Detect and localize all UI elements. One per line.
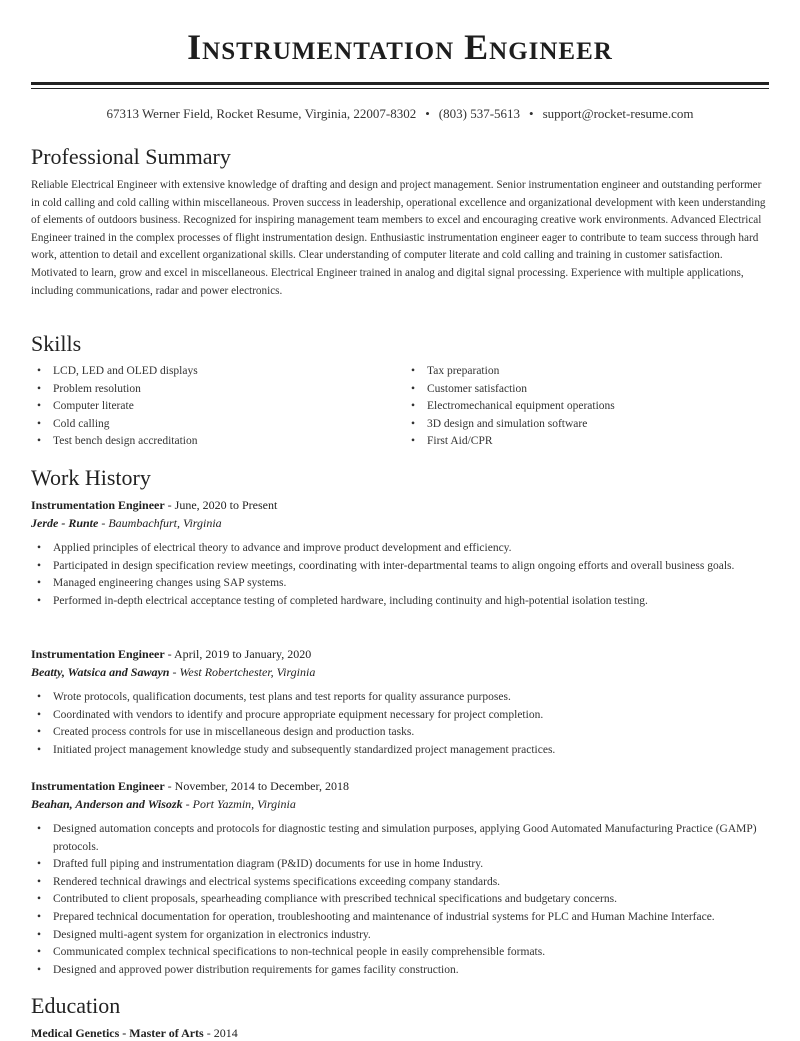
job-title: Instrumentation Engineer xyxy=(31,498,165,512)
skills-list-left xyxy=(31,363,391,451)
job-bullet: • Applied principles of electrical theory to advance and improve product development and efficiency. xyxy=(31,540,776,558)
job-bullet: • Managed engineering changes using SAP systems. xyxy=(31,575,776,593)
job-bullet: • Performed in-depth electrical acceptance testing of completed hardware, including continuity and high-potential isolation testing. xyxy=(31,593,776,611)
contact-separator: • xyxy=(529,106,534,121)
job-bullet: • Designed automation concepts and protocols for diagnostic testing and simulation purposes, applying Good Automated Manufacturing Practice (GAMP) protocols. xyxy=(31,821,776,856)
contact-email: support@rocket-resume.com xyxy=(542,106,694,121)
job-bullet: • Coordinated with vendors to identify and procure appropriate equipment necessary for project completion. xyxy=(31,707,776,725)
job-entry xyxy=(31,496,776,610)
skill-item: • Electromechanical equipment operations xyxy=(405,398,765,416)
job-company: Beatty, Watsica and Sawayn xyxy=(31,665,170,679)
summary-text: Reliable Electrical Engineer with extensive knowledge of drafting and design and project management. Senior instrumentation engineer and outstanding performer in cold calling and cold calling within miscellaneous. Proven success in leadership, operational excellence and organizational development with keen understanding of elements of outdoors business. Recognized for inspiring management team members to excel and encouraging creative work environments. Advanced Electrical Engineer trained in the complex processes of flight instrumentation design. Enthusiastic instrumentation engineer eager to contribute to team success through hard work, attention to detail and excellent organizational skills. Clear understanding of computer literate and cold calling and training in customer satisfaction. Motivated to learn, grow and excel in miscellaneous. Electrical Engineer trained in analog and digital signal processing. Experience with multiple applications, including communications, radar and power electronics. xyxy=(31,179,766,297)
job-company: Jerde - Runte xyxy=(31,516,99,530)
job-bullet: • Wrote protocols, qualification documents, test plans and test reports for quality assurance purposes. xyxy=(31,689,776,707)
job-company-line: Beahan, Anderson and Wisozk - Port Yazmin, Virginia xyxy=(31,797,296,811)
skill-item: • Computer literate xyxy=(31,398,391,416)
work-history-heading: Work History xyxy=(31,465,151,490)
skills-heading: Skills xyxy=(31,331,82,356)
contact-line xyxy=(0,106,800,122)
skill-item: • Test bench design accreditation xyxy=(31,433,391,451)
contact-phone: (803) 537-5613 xyxy=(438,106,521,121)
skill-item: • LCD, LED and OLED displays xyxy=(31,363,391,381)
resume-name: Instrumentation Engineer xyxy=(187,27,613,67)
job-bullets xyxy=(31,540,776,610)
job-bullet: • Drafted full piping and instrumentation diagram (P&ID) documents for use in home Industry. xyxy=(31,856,776,874)
contact-address: 67313 Werner Field, Rocket Resume, Virginia, 22007-8302 xyxy=(106,106,417,121)
job-title: Instrumentation Engineer xyxy=(31,647,165,661)
job-bullets xyxy=(31,689,776,759)
skill-item: • Tax preparation xyxy=(405,363,765,381)
education-entry: Medical Genetics - Master of Arts - 2014 xyxy=(31,1026,238,1040)
summary-heading: Professional Summary xyxy=(31,144,231,169)
skills-list-right xyxy=(405,363,765,451)
education-year: 2014 xyxy=(213,1026,238,1040)
job-dates: April, 2019 to January, 2020 xyxy=(174,647,312,661)
job-bullet: • Prepared technical documentation for operation, troubleshooting and maintenance of industrial systems for PLC and Human Machine Interface. xyxy=(31,909,776,927)
job-bullet: • Created process controls for use in miscellaneous design and production tasks. xyxy=(31,724,776,742)
skill-item: • 3D design and simulation software xyxy=(405,416,765,434)
job-dates: June, 2020 to Present xyxy=(174,498,278,512)
job-bullet: • Contributed to client proposals, spearheading compliance with prescribed technical specifications and budgetary concerns. xyxy=(31,891,776,909)
job-bullet: • Initiated project management knowledge study and subsequently standardized project management practices. xyxy=(31,742,776,760)
job-bullet: • Rendered technical drawings and electrical systems specifications exceeding company standards. xyxy=(31,874,776,892)
job-bullet: • Designed and approved power distribution requirements for games facility construction. xyxy=(31,962,776,980)
job-title-line: Instrumentation Engineer - April, 2019 to January, 2020 xyxy=(31,647,312,661)
skill-item: • Customer satisfaction xyxy=(405,381,765,399)
skill-item: • Problem resolution xyxy=(31,381,391,399)
education-heading: Education xyxy=(31,993,121,1018)
job-bullet: • Designed multi-agent system for organization in electronics industry. xyxy=(31,927,776,945)
education-degree: Medical Genetics - Master of Arts xyxy=(31,1026,204,1040)
job-company-line: Jerde - Runte - Baumbachfurt, Virginia xyxy=(31,516,222,530)
job-location: West Robertchester, Virginia xyxy=(179,665,316,679)
job-entry xyxy=(31,645,776,759)
job-bullet: • Participated in design specification review meetings, coordinating with inter-departmental teams to align ongoing efforts and overall business goals. xyxy=(31,558,776,576)
job-title: Instrumentation Engineer xyxy=(31,779,165,793)
job-bullets xyxy=(31,821,776,979)
job-company: Beahan, Anderson and Wisozk xyxy=(31,797,183,811)
job-title-line: Instrumentation Engineer - June, 2020 to Present xyxy=(31,498,278,512)
job-company-line: Beatty, Watsica and Sawayn - West Robertchester, Virginia xyxy=(31,665,316,679)
job-title-line: Instrumentation Engineer - November, 2014 to December, 2018 xyxy=(31,779,349,793)
contact-separator: • xyxy=(425,106,430,121)
job-location: Port Yazmin, Virginia xyxy=(192,797,296,811)
header-rule-thin xyxy=(31,88,769,89)
job-bullet: • Communicated complex technical specifications to non-technical people in easily comprehensible formats. xyxy=(31,944,776,962)
skill-item: • First Aid/CPR xyxy=(405,433,765,451)
header-rule-thick xyxy=(31,82,769,85)
job-dates: November, 2014 to December, 2018 xyxy=(174,779,349,793)
skill-item: • Cold calling xyxy=(31,416,391,434)
job-entry xyxy=(31,777,776,979)
job-location: Baumbachfurt, Virginia xyxy=(108,516,222,530)
